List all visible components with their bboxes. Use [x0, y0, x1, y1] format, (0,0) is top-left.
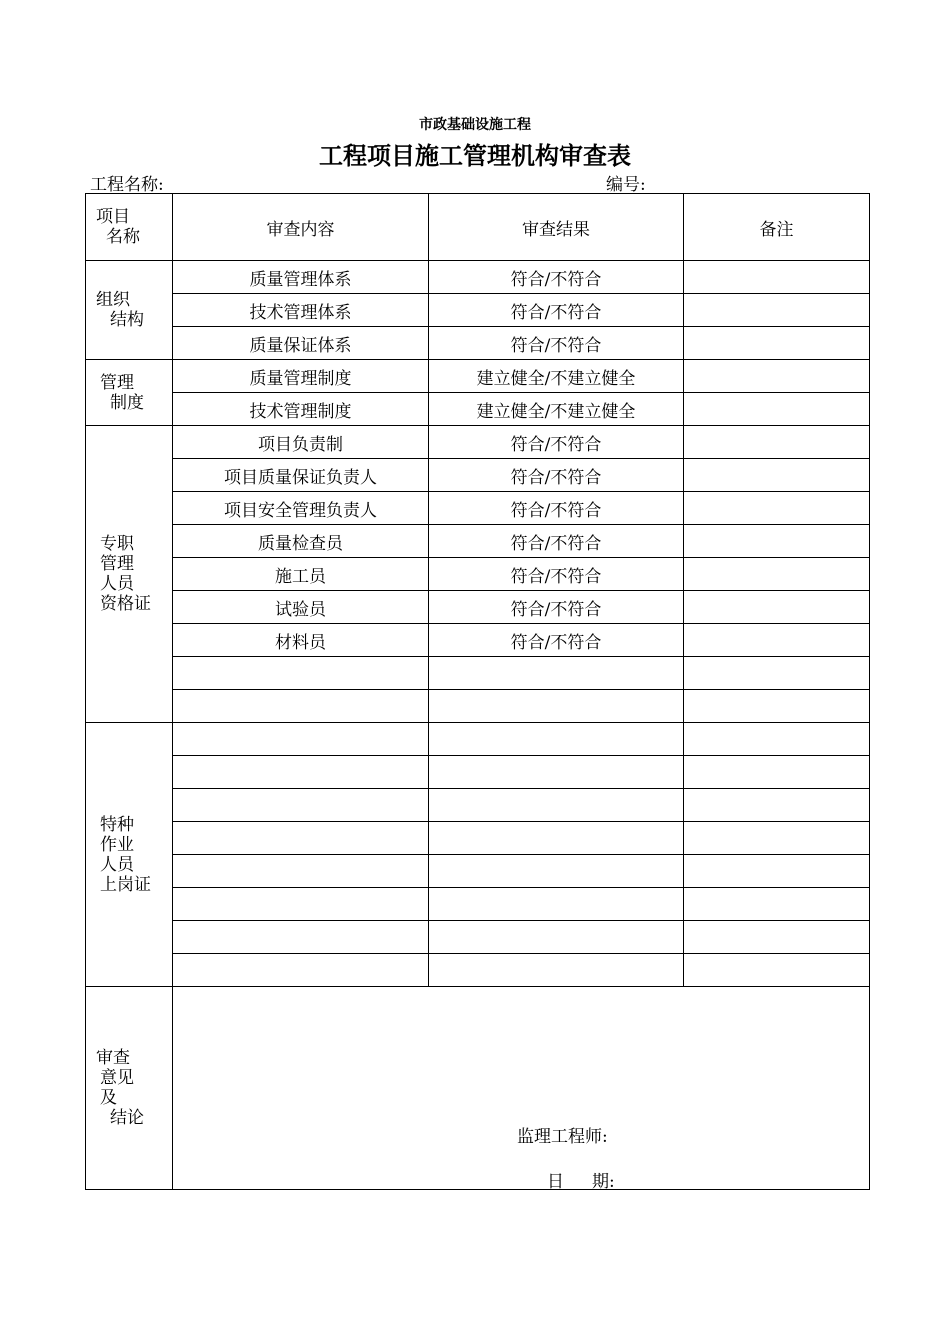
content-cell[interactable] — [173, 954, 429, 987]
content-cell: 质量保证体系 — [173, 327, 429, 360]
remarks-cell[interactable] — [684, 921, 870, 954]
table-row — [86, 261, 870, 294]
result-cell[interactable]: 符合/不符合 — [429, 492, 684, 525]
table-row — [86, 723, 870, 756]
content-cell: 技术管理体系 — [173, 294, 429, 327]
result-cell[interactable]: 符合/不符合 — [429, 426, 684, 459]
remarks-cell[interactable] — [684, 327, 870, 360]
content-cell: 试验员 — [173, 591, 429, 624]
table-row — [86, 294, 870, 327]
remarks-cell[interactable] — [684, 294, 870, 327]
content-cell[interactable] — [173, 822, 429, 855]
remarks-cell[interactable] — [684, 591, 870, 624]
result-cell[interactable] — [429, 954, 684, 987]
remarks-cell[interactable] — [684, 261, 870, 294]
table-row — [86, 822, 870, 855]
opinion-area[interactable] — [173, 987, 870, 1190]
result-cell[interactable] — [429, 855, 684, 888]
result-cell[interactable]: 符合/不符合 — [429, 624, 684, 657]
table-row — [86, 459, 870, 492]
content-cell: 施工员 — [173, 558, 429, 591]
result-cell[interactable]: 建立健全/不建立健全 — [429, 360, 684, 393]
content-cell[interactable] — [173, 657, 429, 690]
table-row — [86, 624, 870, 657]
table-row — [86, 426, 870, 459]
content-cell: 项目负责制 — [173, 426, 429, 459]
remarks-cell[interactable] — [684, 525, 870, 558]
remarks-cell[interactable] — [684, 954, 870, 987]
content-cell[interactable] — [173, 690, 429, 723]
opinion-row — [86, 987, 870, 1190]
remarks-cell[interactable] — [684, 558, 870, 591]
content-cell: 质量管理制度 — [173, 360, 429, 393]
project-name-label: 工程名称: — [90, 175, 164, 195]
table-row — [86, 327, 870, 360]
content-cell: 技术管理制度 — [173, 393, 429, 426]
remarks-cell[interactable] — [684, 855, 870, 888]
engineer-signature-label: 监理工程师: — [517, 1127, 608, 1147]
result-cell[interactable]: 符合/不符合 — [429, 558, 684, 591]
result-cell[interactable]: 符合/不符合 — [429, 327, 684, 360]
remarks-cell[interactable] — [684, 360, 870, 393]
remarks-cell[interactable] — [684, 657, 870, 690]
group-label-special: 特种 作业 人员 上岗证 — [86, 723, 173, 987]
result-cell[interactable] — [429, 789, 684, 822]
result-cell[interactable] — [429, 921, 684, 954]
serial-number-label: 编号: — [606, 175, 646, 195]
table-row — [86, 756, 870, 789]
table-row — [86, 789, 870, 822]
header-result: 审查结果 — [429, 194, 684, 261]
remarks-cell[interactable] — [684, 492, 870, 525]
review-table — [85, 193, 870, 1190]
result-cell[interactable] — [429, 657, 684, 690]
content-cell: 质量检查员 — [173, 525, 429, 558]
table-row — [86, 921, 870, 954]
remarks-cell[interactable] — [684, 690, 870, 723]
remarks-cell[interactable] — [684, 624, 870, 657]
content-cell: 质量管理体系 — [173, 261, 429, 294]
header-remarks: 备注 — [684, 194, 870, 261]
table-row — [86, 492, 870, 525]
result-cell[interactable]: 符合/不符合 — [429, 261, 684, 294]
result-cell[interactable]: 符合/不符合 — [429, 591, 684, 624]
remarks-cell[interactable] — [684, 822, 870, 855]
group-label-opinion: 审查 意见 及 结论 — [86, 987, 173, 1190]
header-content: 审查内容 — [173, 194, 429, 261]
content-cell: 项目安全管理负责人 — [173, 492, 429, 525]
remarks-cell[interactable] — [684, 459, 870, 492]
remarks-cell[interactable] — [684, 393, 870, 426]
table-row — [86, 855, 870, 888]
result-cell[interactable]: 符合/不符合 — [429, 525, 684, 558]
remarks-cell[interactable] — [684, 756, 870, 789]
table-row — [86, 954, 870, 987]
content-cell[interactable] — [173, 723, 429, 756]
content-cell[interactable] — [173, 855, 429, 888]
group-label-system: 管理 制度 — [86, 360, 173, 426]
content-cell: 材料员 — [173, 624, 429, 657]
table-row — [86, 558, 870, 591]
result-cell[interactable]: 符合/不符合 — [429, 294, 684, 327]
form-subtitle: 市政基础设施工程 — [419, 117, 531, 133]
group-label-org: 组织 结构 — [86, 261, 173, 360]
content-cell[interactable] — [173, 888, 429, 921]
content-cell[interactable] — [173, 756, 429, 789]
result-cell[interactable]: 建立健全/不建立健全 — [429, 393, 684, 426]
content-cell[interactable] — [173, 921, 429, 954]
content-cell: 项目质量保证负责人 — [173, 459, 429, 492]
table-row — [86, 888, 870, 921]
result-cell[interactable]: 符合/不符合 — [429, 459, 684, 492]
table-row — [86, 690, 870, 723]
result-cell[interactable] — [429, 756, 684, 789]
result-cell[interactable] — [429, 822, 684, 855]
result-cell[interactable] — [429, 888, 684, 921]
remarks-cell[interactable] — [684, 789, 870, 822]
table-row — [86, 591, 870, 624]
remarks-cell[interactable] — [684, 426, 870, 459]
header-item-name: 项目 名称 — [86, 194, 173, 261]
table-row — [86, 393, 870, 426]
table-row — [86, 360, 870, 393]
result-cell[interactable] — [429, 690, 684, 723]
date-label: 日 期: — [547, 1172, 615, 1192]
group-label-staff: 专职 管理 人员 资格证 — [86, 426, 173, 723]
result-cell[interactable] — [429, 723, 684, 756]
remarks-cell[interactable] — [684, 888, 870, 921]
table-row — [86, 525, 870, 558]
content-cell[interactable] — [173, 789, 429, 822]
table-header-row — [86, 194, 870, 261]
form-title: 工程项目施工管理机构审查表 — [319, 142, 631, 170]
table-row — [86, 657, 870, 690]
remarks-cell[interactable] — [684, 723, 870, 756]
